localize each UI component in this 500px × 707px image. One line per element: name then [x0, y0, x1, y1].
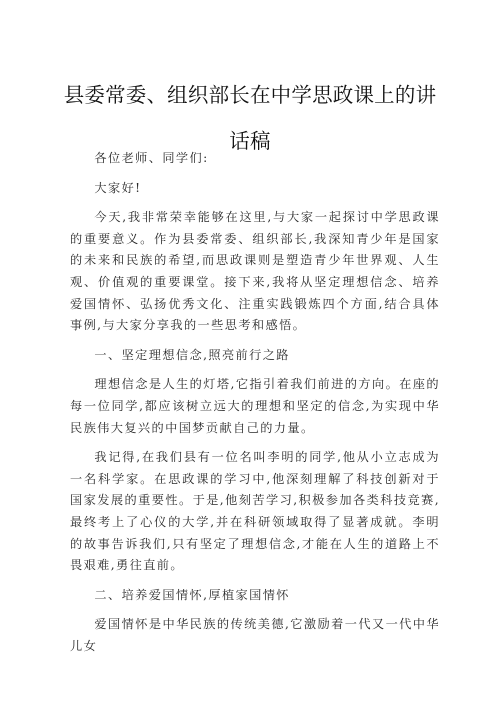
section-heading-1: 一、坚定理想信念,照亮前行之路: [94, 347, 290, 362]
section-1-paragraph-1: 理想信念是人生的灯塔,它指引着我们前进的方向。在座的每一位同学,都应该树立远大的理想和坚定的信念,为实现中华民族伟大复兴的中国梦贡献自己的力量。: [70, 377, 440, 435]
intro-paragraph: 今天,我非常荣幸能够在这里,与大家一起探讨中学思政课的重要意义。作为县委常委、组织部长,我深知青少年是国家的未来和民族的希望,而思政课则是塑造青少年世界观、人生观、价值观的重要课堂。接下来,我将从坚定理想信念、培养爱国情怀、弘扬优秀文化、注重实践锻炼四个方面,结合具体事例,与大家分享我的一些思考和感悟。: [70, 210, 440, 333]
section-1-paragraph-2: 我记得,在我们县有一位名叫李明的同学,他从小立志成为一名科学家。在思政课的学习中,他深刻理解了科技创新对于国家发展的重要性。于是,他刻苦学习,积极参加各类科技竞赛,最终考上了心仪的大学,并在科研领域取得了显著成就。李明的故事告诉我们,只有坚定了理想信念,才能在人生的道路上不畏艰难,勇往直前。: [70, 450, 440, 573]
speech-body: [70, 148, 440, 665]
section-2-paragraph-1: 爱国情怀是中华民族的传统美德,它激励着一代又一代中华儿女: [70, 617, 440, 653]
greeting: 大家好!: [94, 180, 142, 195]
salutation: 各位老师、同学们:: [94, 151, 209, 165]
title-line-2: 话稿: [229, 129, 271, 153]
title-line-1: 县委常委、组织部长在中学思政课上的讲: [63, 83, 437, 107]
section-heading-2: 二、培养爱国情怀,厚植家国情怀: [94, 587, 290, 602]
